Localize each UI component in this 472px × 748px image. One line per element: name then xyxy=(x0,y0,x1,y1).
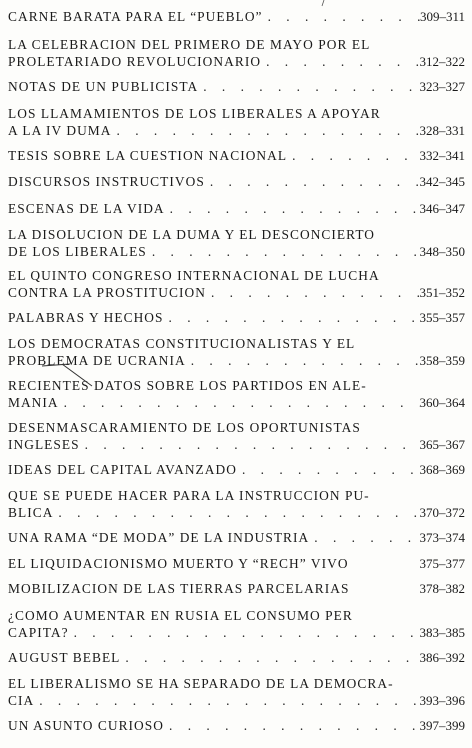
toc-entry xyxy=(8,105,465,139)
toc-entry xyxy=(8,226,465,260)
entry-title-line: EL LIBERALISMO SE HA SEPARADO DE LA DEMOCRA- xyxy=(8,676,394,691)
entry-title-line: MOBILIZACION DE LAS TIERRAS PARCELARIAS xyxy=(8,581,350,596)
entry-title-line: PALABRAS Y HECHOS xyxy=(8,310,164,325)
entry-title-line: CAPITA? xyxy=(8,625,69,640)
entry-title-line: IDEAS DEL CAPITAL AVANZADO xyxy=(8,462,237,477)
entry-title-line: QUE SE PUEDE HACER PARA LA INSTRUCCION PU- xyxy=(8,488,370,503)
toc-entry xyxy=(8,649,465,666)
toc-entry xyxy=(8,200,465,217)
entry-pages: 351–352 xyxy=(419,285,465,300)
entry-title-line: DISCURSOS INSTRUCTIVOS xyxy=(8,174,205,189)
entry-title-line: A LA IV DUMA xyxy=(8,123,112,138)
entry-pages: 368–369 xyxy=(419,462,465,477)
entry-title-line: CARNE BARATA PARA EL “PUEBLO” xyxy=(8,9,263,24)
entry-pages: 393–396 xyxy=(419,693,465,708)
toc-entry xyxy=(8,267,465,301)
dot-leader xyxy=(237,461,420,478)
entry-title-line: PROLETARIADO REVOLUCIONARIO xyxy=(8,54,262,69)
toc-entry xyxy=(8,529,465,546)
toc-entry xyxy=(8,173,465,190)
dot-leader xyxy=(205,173,420,190)
entry-title-line: MANIA xyxy=(8,395,59,410)
entry-title-line: ESCENAS DE LA VIDA xyxy=(8,201,165,216)
entry-title-line: TESIS SOBRE LA CUESTION NACIONAL xyxy=(8,148,288,163)
entry-title-line: ¿COMO AUMENTAR EN RUSIA EL CONSUMO PER xyxy=(8,608,353,623)
dot-leader xyxy=(186,352,420,369)
entry-title-line: PROBLEMA DE UCRANIA xyxy=(8,353,186,368)
toc-entry xyxy=(8,555,465,572)
toc-entry xyxy=(8,487,465,521)
toc-entry xyxy=(8,8,465,25)
entry-pages: 383–385 xyxy=(419,625,465,640)
entry-pages: 312–322 xyxy=(419,54,465,69)
entry-title-line: EL LIQUIDACIONISMO MUERTO Y “RECH” VIVO xyxy=(8,556,349,571)
dot-leader xyxy=(309,529,419,546)
tick-mark xyxy=(318,0,326,8)
entry-pages: 360–364 xyxy=(419,395,465,410)
entry-pages: 370–372 xyxy=(419,505,465,520)
dot-leader xyxy=(112,122,420,139)
entry-pages: 328–331 xyxy=(419,123,465,138)
entry-title-line: UN ASUNTO CURIOSO xyxy=(8,718,164,733)
entry-title-line: INGLESES xyxy=(8,437,80,452)
toc-entry xyxy=(8,419,465,453)
dot-leader xyxy=(198,78,419,95)
entry-title-line: DESENMASCARAMIENTO DE LOS OPORTUNISTAS xyxy=(8,420,361,435)
toc-entry xyxy=(8,78,465,95)
dot-leader xyxy=(69,624,420,641)
entry-pages: 358–359 xyxy=(419,353,465,368)
entry-pages: 386–392 xyxy=(419,650,465,665)
toc-entry xyxy=(8,36,465,70)
entry-pages: 373–374 xyxy=(419,530,465,545)
toc-entry xyxy=(8,580,465,597)
entry-title-line: DE LOS LIBERALES xyxy=(8,244,147,259)
dot-leader xyxy=(59,394,420,411)
dot-leader xyxy=(34,692,419,709)
entry-pages: 348–350 xyxy=(419,244,465,259)
dot-leader xyxy=(164,717,420,734)
entry-pages: 397–399 xyxy=(419,718,465,733)
entry-title-line: RECIENTES DATOS SOBRE LOS PARTIDOS EN ALE- xyxy=(8,378,367,393)
entry-title-line: EL QUINTO CONGRESO INTERNACIONAL DE LUCHA xyxy=(8,268,380,283)
toc-entry xyxy=(8,675,465,709)
entry-title-line: CONTRA LA PROSTITUCION xyxy=(8,285,206,300)
dot-leader xyxy=(165,200,420,217)
entry-title-line: UNA RAMA “DE MODA” DE LA INDUSTRIA xyxy=(8,530,310,545)
entry-title-line: LOS DEMOCRATAS CONSTITUCIONALISTAS Y EL xyxy=(8,336,356,351)
toc-entry xyxy=(8,607,465,641)
entry-pages: 355–357 xyxy=(419,310,465,325)
dot-leader xyxy=(263,8,420,25)
dot-leader xyxy=(80,436,420,453)
entry-title-line: LOS LLAMAMIENTOS DE LOS LIBERALES A APOYAR xyxy=(8,106,381,121)
dot-leader xyxy=(147,243,420,260)
entry-pages: 375–377 xyxy=(419,556,465,571)
dot-leader xyxy=(53,504,419,521)
dot-leader xyxy=(164,309,420,326)
entry-pages: 346–347 xyxy=(419,201,465,216)
toc-entry xyxy=(8,461,465,478)
dot-leader xyxy=(206,284,420,301)
dot-leader xyxy=(120,649,419,666)
dot-leader xyxy=(287,147,419,164)
entry-title-line: CIA xyxy=(8,693,35,708)
entry-pages: 323–327 xyxy=(419,79,465,94)
entry-title-line: AUGUST BEBEL xyxy=(8,650,121,665)
entry-title-line: NOTAS DE UN PUBLICISTA xyxy=(8,79,199,94)
toc-entry xyxy=(8,147,465,164)
toc-entry xyxy=(8,309,465,326)
entry-pages: 378–382 xyxy=(419,581,465,596)
pen-strike-mark xyxy=(40,360,100,390)
entry-pages: 365–367 xyxy=(419,437,465,452)
entry-title-line: BLICA xyxy=(8,505,54,520)
entry-title-line: LA CELEBRACION DEL PRIMERO DE MAYO POR EL xyxy=(8,37,371,52)
dot-leader xyxy=(261,53,419,70)
toc-entry xyxy=(8,717,465,734)
entry-title-line: LA DISOLUCION DE LA DUMA Y EL DESCONCIERTO xyxy=(8,227,376,242)
entry-pages: 332–341 xyxy=(419,148,465,163)
entry-pages: 309–311 xyxy=(419,9,465,24)
entry-pages: 342–345 xyxy=(419,174,465,189)
